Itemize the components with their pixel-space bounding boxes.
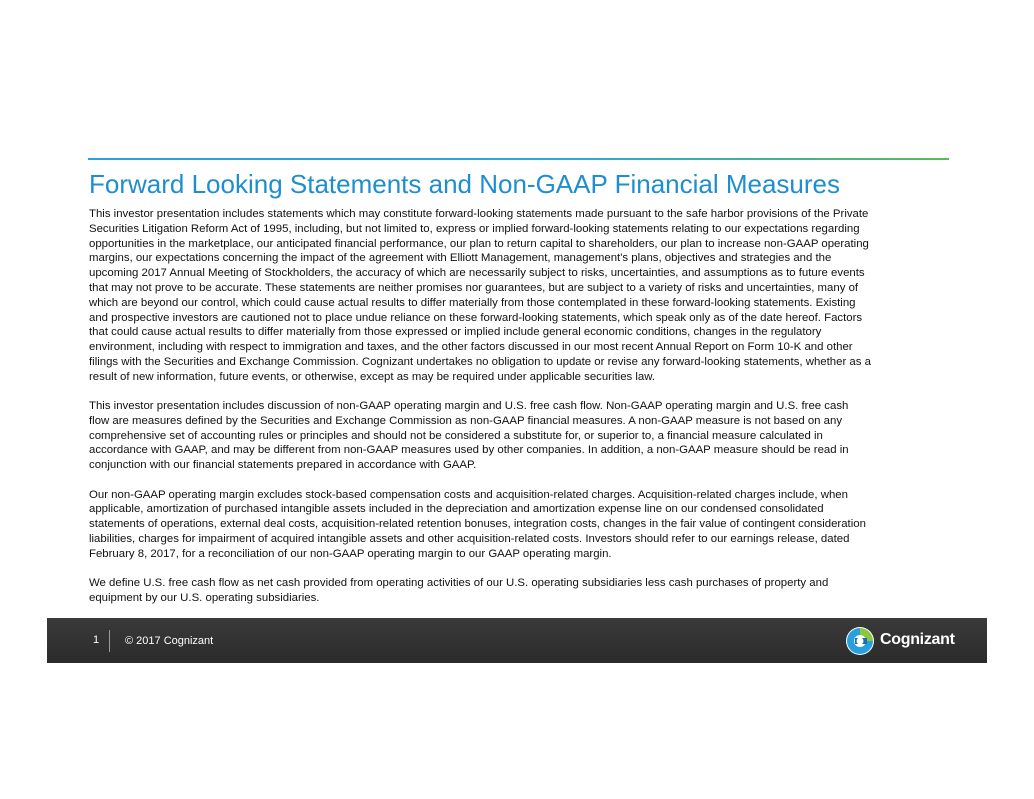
slide-body bbox=[89, 207, 949, 620]
footer-bar bbox=[47, 618, 987, 663]
slide-title: Forward Looking Statements and Non-GAAP Financial Measures bbox=[89, 169, 841, 199]
copyright-text: © 2017 Cognizant bbox=[125, 635, 214, 647]
paragraph-operating-margin: Our non-GAAP operating margin excludes stock-based compensation costs and acquisition-related charges. Acquisition-related charges include, when applicable, amortization of purchased intangible assets included in the depreciation and amortization expense line on our condensed consolidated statements of operations, external deal costs, acquisition-related retention bonuses, integration costs, changes in the fair value of contingent consideration liabilities, charges for impairment of acquired intangible assets and other acquisition-related costs. Investors should refer to our earnings release, dated February 8, 2017, for a reconciliation of our non-GAAP operating margin to our GAAP operating margin. bbox=[89, 488, 866, 560]
paragraph-non-gaap-definition: This investor presentation includes discussion of non-GAAP operating margin and U.S. free cash flow. Non-GAAP operating margin and U.S. free cash flow are measures defined by the Securities and Exchange Commission as non-GAAP financial measures. A non-GAAP measure is not based on any comprehensive set of accounting rules or principles and should not be considered a substitute for, or superior to, a financial measure calculated in accordance with GAAP, and may be different from non-GAAP measures used by other companies. In addition, a non-GAAP measure should be read in conjunction with our financial statements prepared in accordance with GAAP. bbox=[89, 400, 849, 472]
paragraph-forward-looking: This investor presentation includes statements which may constitute forward-looking statements made pursuant to the safe harbor provisions of the Private Securities Litigation Reform Act of 1995, including, but not limited to, express or implied forward-looking statements relating to our expectations regarding opportunities in the marketplace, our anticipated financial performance, our plan to return capital to shareholders, our plan to increase non-GAAP operating margins, our expectations concerning the impact of the agreement with Elliott Management, management's plans, objectives and strategies and the upcoming 2017 Annual Meeting of Stockholders, the accuracy of which are necessarily subject to risks, uncertainties, and assumptions as to future events that may not prove to be accurate. These statements are neither promises nor guarantees, but are subject to a variety of risks and uncertainties, many of which are beyond our control, which could cause actual results to differ materially from those contemplated in these forward-looking statements. Existing and prospective investors are cautioned not to place undue reliance on these forward-looking statements, which speak only as of the date hereof. Factors that could cause actual results to differ materially from those expressed or implied include general economic conditions, changes in the regulatory environment, including with respect to immigration and taxes, and the other factors discussed in our most recent Annual Report on Form 10-K and other filings with the Securities and Exchange Commission. Cognizant undertakes no obligation to update or revise any forward-looking statements, whether as a result of new information, future events, or otherwise, except as may be required under applicable securities law. bbox=[89, 208, 871, 383]
top-rule bbox=[88, 158, 949, 160]
paragraph-free-cash-flow: We define U.S. free cash flow as net cash provided from operating activities of our U.S. operating subsidiaries less cash purchases of property and equipment by our U.S. operating subsidiaries. bbox=[89, 577, 829, 604]
page-number: 1 bbox=[93, 634, 100, 646]
footer-divider bbox=[109, 630, 110, 652]
cognizant-logo bbox=[844, 625, 954, 657]
cognizant-logo-mark-icon bbox=[844, 625, 876, 657]
cognizant-logo-wordmark: Cognizant bbox=[880, 631, 955, 648]
